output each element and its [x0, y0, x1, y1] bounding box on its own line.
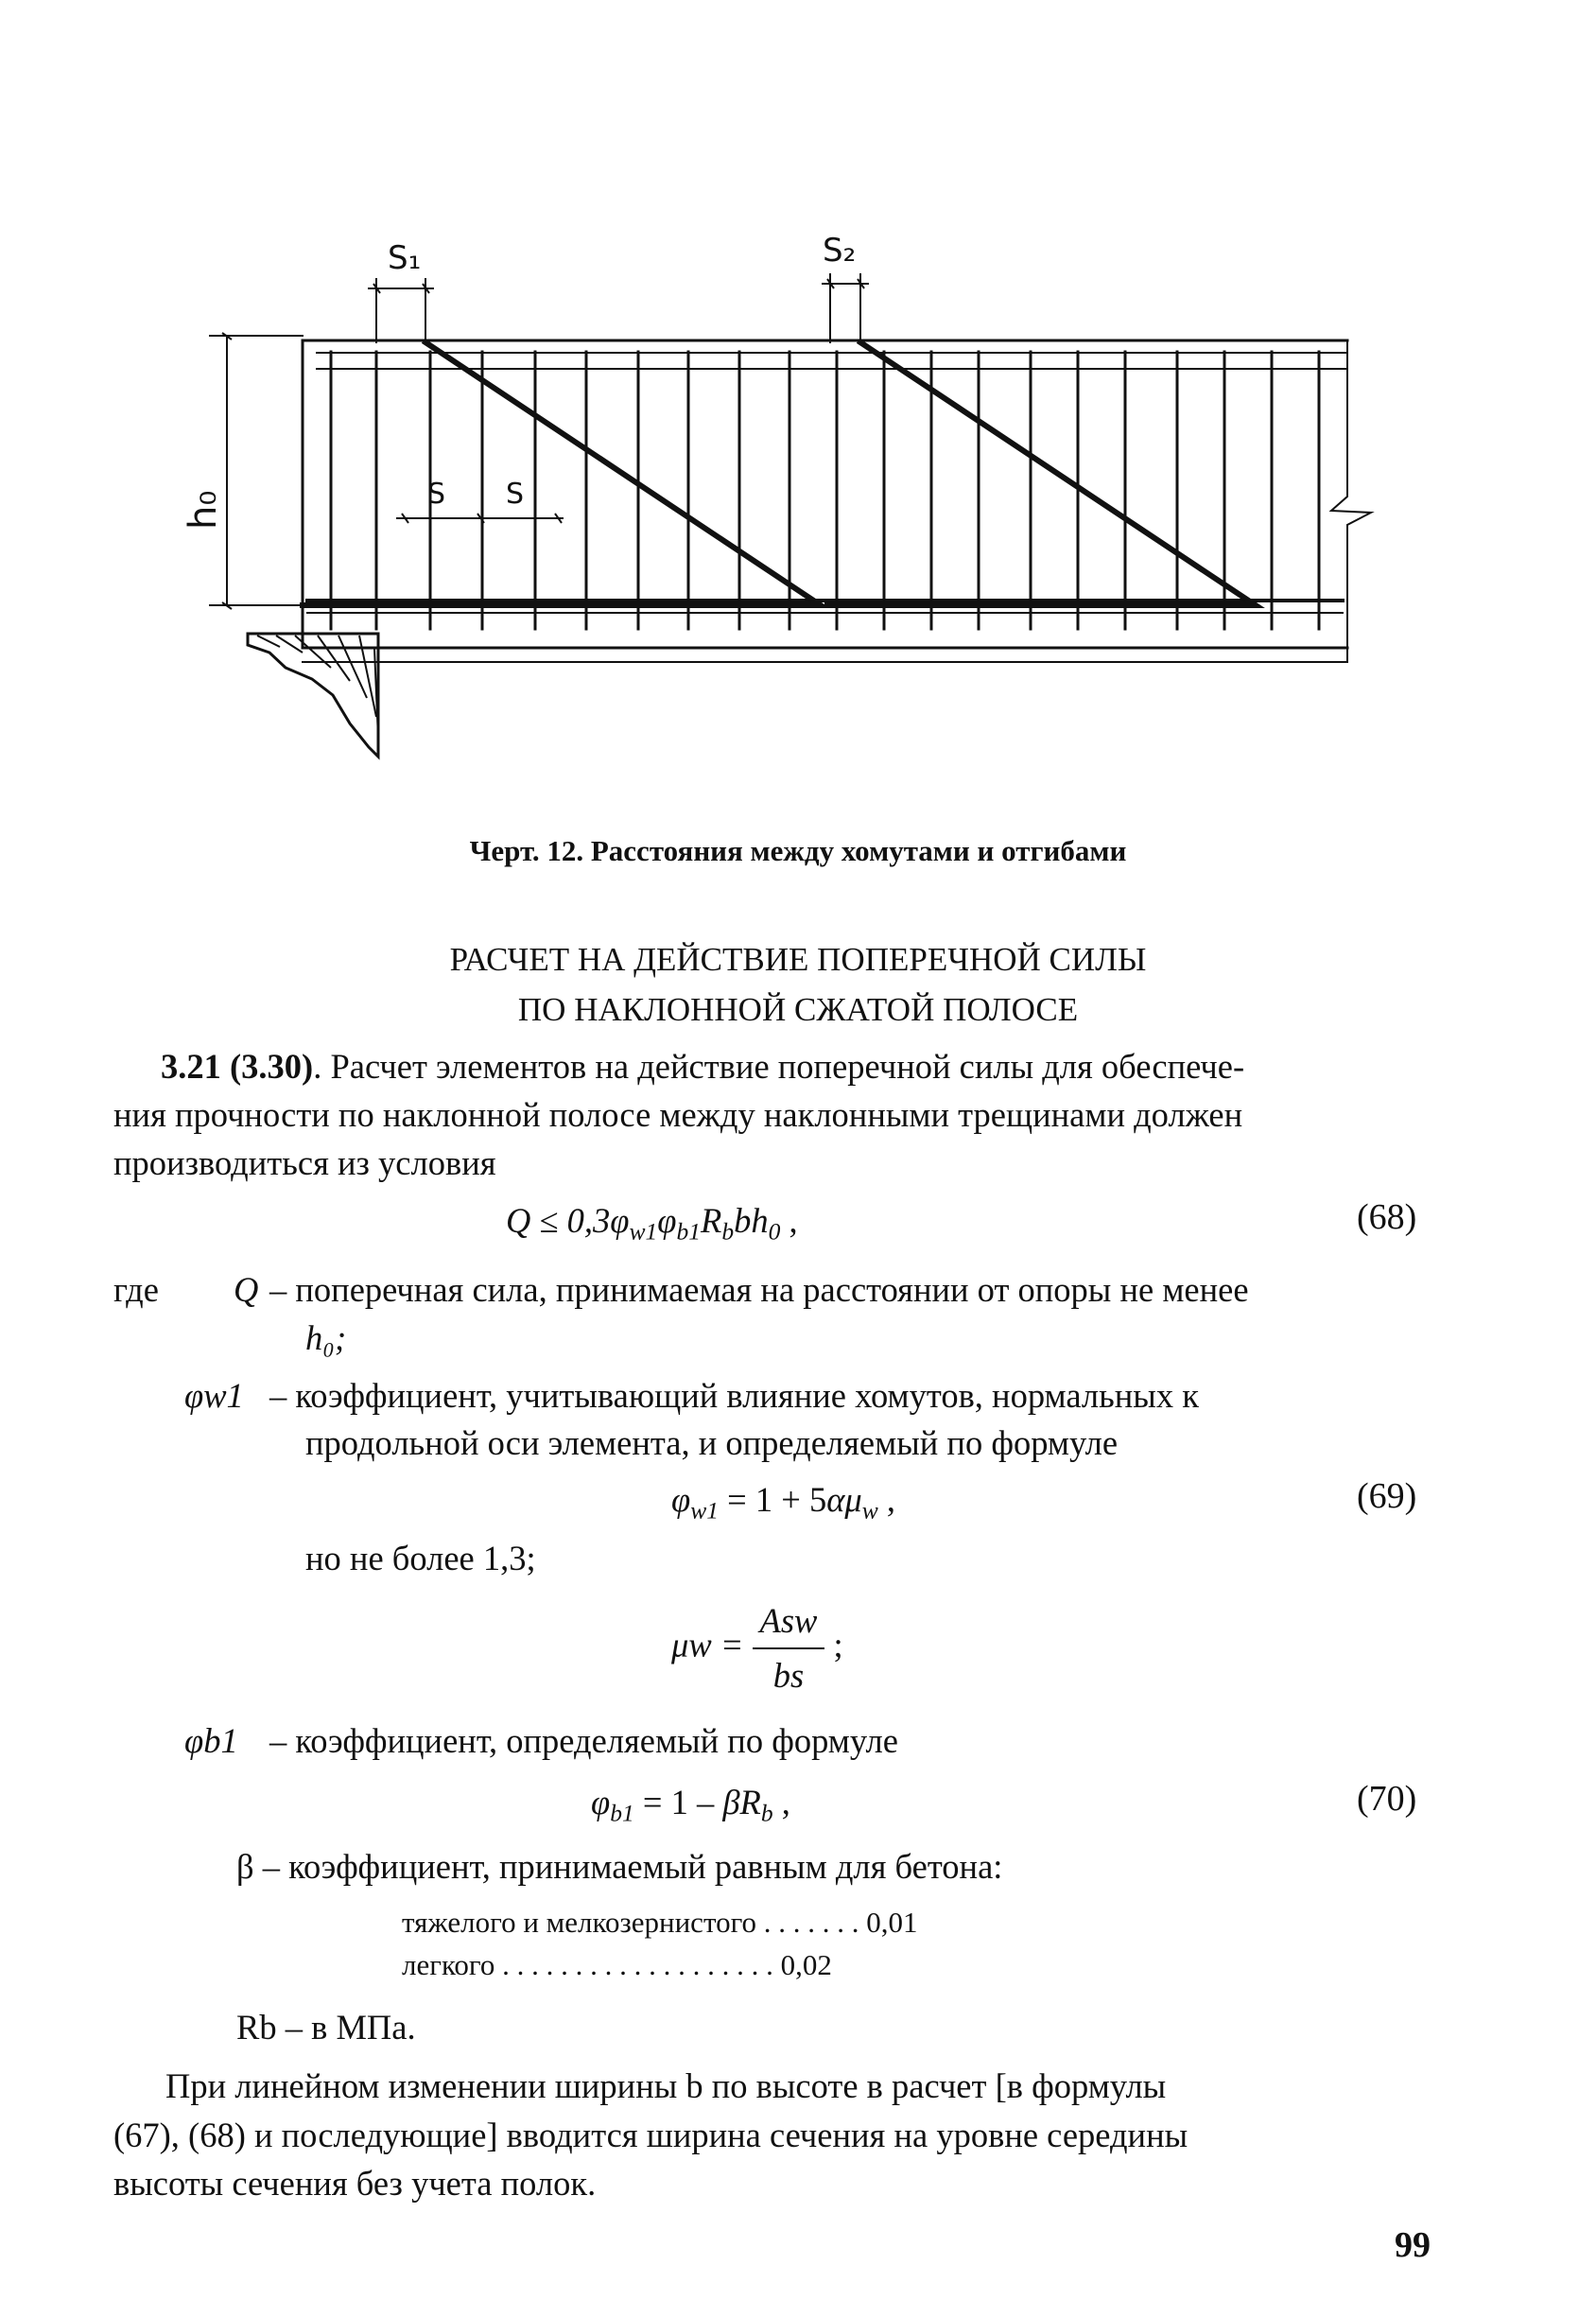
q-symbol: Q: [234, 1270, 259, 1309]
reinforcement-diagram: [0, 0, 1596, 775]
equation-68-number: (68): [1357, 1197, 1417, 1237]
concrete-row-light-value: 0,02: [780, 1948, 832, 1981]
section-heading-line1: РАСЧЕТ НА ДЕЙСТВИЕ ПОПЕРЕЧНОЙ СИЛЫ: [449, 941, 1147, 978]
phi-w1-definition-line2: продольной оси элемента, и определяемый по формуле: [305, 1423, 1119, 1462]
figure-caption: Черт. 12. Расстояния между хомутами и отгибами: [469, 834, 1127, 867]
equation-69-number: (69): [1357, 1476, 1417, 1516]
page-number: 99: [1395, 2225, 1431, 2265]
q-definition-line1: – поперечная сила, принимаемая на расстоянии от опоры не менее: [269, 1270, 1249, 1309]
phi-b1-symbol: φb1: [184, 1721, 238, 1760]
section-heading-line2: ПО НАКЛОННОЙ СЖАТОЙ ПОЛОСЕ: [517, 991, 1079, 1028]
final-paragraph-line2: (67), (68) и последующие] вводится ширина сечения на уровне середины: [113, 2116, 1188, 2154]
clause-line2: ния прочности по наклонной полосе между наклонными трещинами должен: [113, 1095, 1243, 1134]
label-s2: S₂: [823, 232, 857, 270]
mu-w-numerator: Asw: [753, 1596, 825, 1649]
beta-definition: β – коэффициент, принимаемый равным для бетона:: [236, 1847, 1003, 1886]
clause-line1-text: . Расчет элементов на действие поперечной силы для обеспече-: [313, 1047, 1245, 1086]
label-s1: S₁: [388, 239, 422, 277]
label-h0: h₀: [182, 490, 225, 530]
concrete-row-light: [402, 1948, 832, 1982]
equation-68: $Q \le 0,3\varphi_{w1}\varphi_{b1}R_bbh_0$ ,: [506, 1201, 798, 1246]
rb-units: Rb – в МПа.: [236, 2008, 416, 2047]
clause-number: 3.21 (3.30): [161, 1047, 314, 1086]
concrete-row-heavy-value: 0,01: [866, 1906, 918, 1939]
equation-69: $\varphi_{w1} = 1 + 5\alpha\mu_w$ ,: [671, 1480, 895, 1525]
phi-w1-definition-line1: – коэффициент, учитывающий влияние хомутов, нормальных к: [269, 1376, 1199, 1415]
label-s-b: S: [506, 478, 525, 511]
mu-w-denominator: bs: [772, 1656, 805, 1695]
mu-w-lhs: μw =: [671, 1625, 744, 1664]
label-s-a: S: [427, 478, 446, 511]
concrete-row-heavy-dots: . . . . . . .: [763, 1906, 859, 1939]
equation-70: $\varphi_{b1} = 1 - \beta R_b$ ,: [591, 1783, 790, 1827]
final-paragraph-line1: При линейном изменении ширины b по высоте в расчет [в формулы: [165, 2066, 1167, 2105]
concrete-row-light-label: легкого: [402, 1948, 495, 1981]
eq68-formula: Q ≤ 0,3φ: [506, 1201, 630, 1240]
clause-line3: производиться из условия: [113, 1143, 496, 1182]
concrete-row-heavy: [402, 1906, 918, 1940]
phi-b1-definition: – коэффициент, определяемый по формуле: [269, 1721, 898, 1760]
q-definition-line2: h₀;: [305, 1318, 347, 1357]
mu-w-tail: ;: [833, 1625, 843, 1664]
phi-w1-symbol: φw1: [184, 1376, 244, 1415]
concrete-row-heavy-label: тяжелого и мелкозернистого: [402, 1906, 757, 1939]
concrete-row-light-dots: . . . . . . . . . . . . . . . . . . .: [502, 1948, 773, 1981]
mu-w-fraction: [753, 1596, 825, 1700]
mu-w-equation: [671, 1596, 843, 1700]
equation-70-number: (70): [1357, 1779, 1417, 1819]
not-more-than: но не более 1,3;: [305, 1539, 536, 1577]
where-word: где: [113, 1270, 159, 1309]
clause-line1: [161, 1042, 1244, 1091]
final-paragraph-line3: высоты сечения без учета полок.: [113, 2164, 597, 2203]
